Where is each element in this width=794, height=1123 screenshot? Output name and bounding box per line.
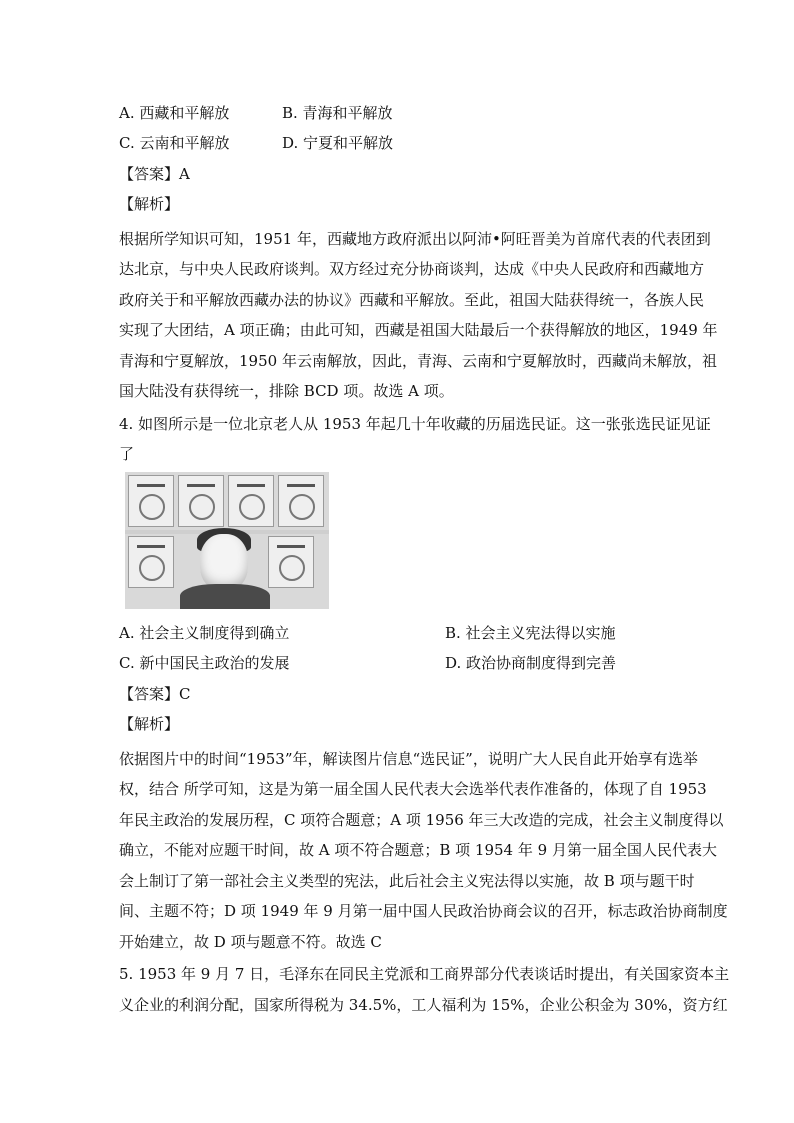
- q4-analysis-line: 依据图片中的时间“1953”年，解读图片信息“选民证”，说明广大人民自此开始享有选举: [119, 750, 698, 768]
- voter-card: [178, 475, 224, 527]
- q3-analysis-line: 政府关于和平解放西藏办法的协议》西藏和平解放。至此，祖国大陆获得统一，各族人民: [119, 291, 705, 309]
- person-body: [180, 584, 270, 609]
- q4-analysis-line: 开始建立，故 D 项与题意不符。故选 C: [119, 933, 382, 951]
- q4-analysis-line: 间、主题不符；D 项 1949 年 9 月第一届中国人民政治协商会议的召开，标志政治协商制度: [119, 902, 728, 920]
- q3-option-a: A. 西藏和平解放: [119, 104, 230, 122]
- q3-analysis-title: 【解析】: [119, 195, 180, 213]
- voter-card: [128, 475, 174, 527]
- q4-stem-line: 4. 如图所示是一位北京老人从 1953 年起几十年收藏的历届选民证。这一张张选民证见证: [119, 415, 711, 433]
- q4-option-a: A. 社会主义制度得到确立: [119, 624, 290, 642]
- q4-option-d: D. 政治协商制度得到完善: [445, 654, 617, 672]
- q4-analysis-line: 确立，不能对应题干时间，故 A 项不符合题意；B 项 1954 年 9 月第一届全国人民代表大: [119, 841, 717, 859]
- q4-analysis-line: 年民主政治的发展历程，C 项符合题意；A 项 1956 年三大改造的完成，社会主义制度得以: [119, 811, 724, 829]
- voter-card: [228, 475, 274, 527]
- q5-stem-line: 5. 1953 年 9 月 7 日，毛泽东在同民主党派和工商界部分代表谈话时提出，有关国家资本主: [119, 965, 730, 983]
- voter-card: [268, 536, 314, 588]
- q3-option-b: B. 青海和平解放: [282, 104, 393, 122]
- voter-card: [128, 536, 174, 588]
- elderly-person-face: [200, 534, 248, 590]
- q3-analysis-line: 根据所学知识可知，1951 年，西藏地方政府派出以阿沛•阿旺晋美为首席代表的代表团到: [119, 230, 711, 248]
- voter-certificates-photo: [125, 472, 329, 609]
- q3-answer: 【答案】A: [119, 165, 190, 183]
- q4-option-c: C. 新中国民主政治的发展: [119, 654, 290, 672]
- q4-analysis-line: 权，结合 所学可知，这是为第一届全国人民代表大会选举代表作准备的，体现了自 1953: [119, 780, 707, 798]
- q3-analysis-line: 达北京，与中央人民政府谈判。双方经过充分协商谈判，达成《中央人民政府和西藏地方: [119, 260, 705, 278]
- q3-option-c: C. 云南和平解放: [119, 134, 230, 152]
- q4-option-b: B. 社会主义宪法得以实施: [445, 624, 616, 642]
- q4-analysis-title: 【解析】: [119, 715, 180, 733]
- q3-analysis-line: 国大陆没有获得统一，排除 BCD 项。故选 A 项。: [119, 382, 454, 400]
- q4-stem-line: 了: [119, 445, 135, 463]
- q3-analysis-line: 青海和宁夏解放，1950 年云南解放，因此，青海、云南和宁夏解放时，西藏尚未解放，祖: [119, 352, 717, 370]
- q5-stem-line: 义企业的利润分配，国家所得税为 34.5%，工人福利为 15%，企业公积金为 30%，资方红: [119, 996, 728, 1014]
- voter-card: [278, 475, 324, 527]
- q3-analysis-line: 实现了大团结，A 项正确；由此可知，西藏是祖国大陆最后一个获得解放的地区，1949 年: [119, 321, 718, 339]
- q4-analysis-line: 会上制订了第一部社会主义类型的宪法，此后社会主义宪法得以实施，故 B 项与题干时: [119, 872, 695, 890]
- q4-answer: 【答案】C: [119, 685, 191, 703]
- q3-option-d: D. 宁夏和平解放: [282, 134, 394, 152]
